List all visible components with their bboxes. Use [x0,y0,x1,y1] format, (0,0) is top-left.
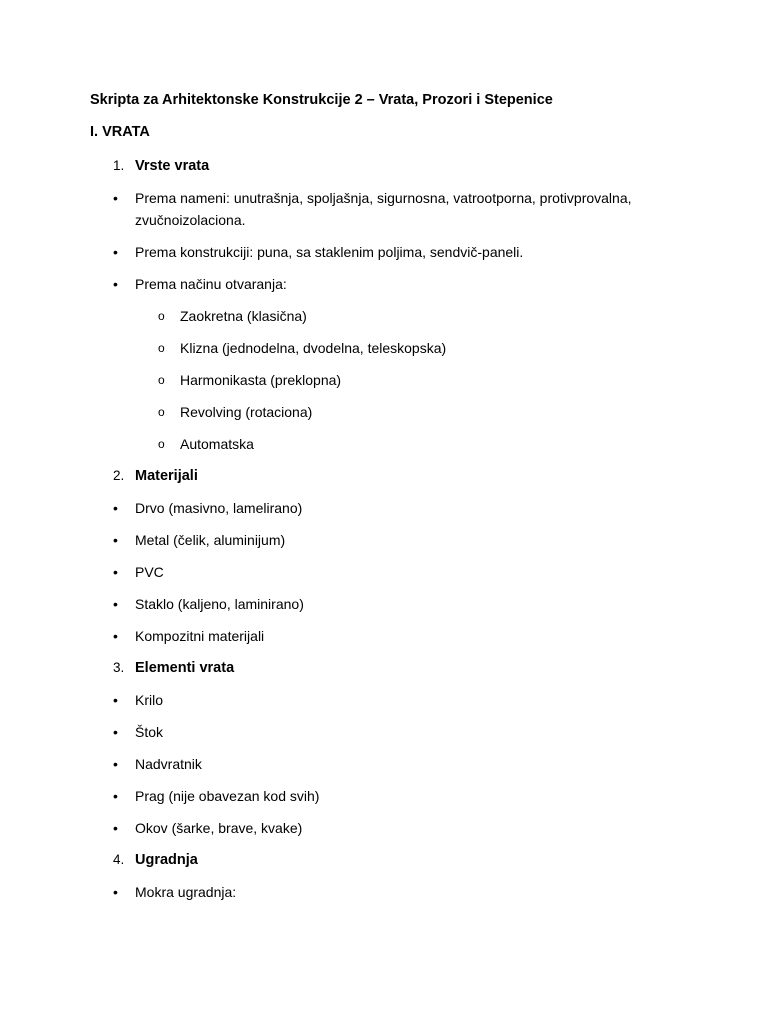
bullet-icon: • [113,884,118,900]
bullet-icon: • [113,190,118,206]
circle-bullet-icon: o [158,437,165,451]
sub-list-item-text: Harmonikasta (preklopna) [180,372,342,388]
sub-list-item-text: Klizna (jednodelna, dvodelna, teleskopska) [180,340,447,356]
list-item-text: Okov (šarke, brave, kvake) [135,820,303,836]
list-item-text: Prema načinu otvaranja: [135,276,287,292]
bullet-icon: • [113,244,118,260]
subsection-heading: Materijali [135,468,198,484]
list-number: 2. [113,468,125,483]
list-item-text: Prema nameni: unutrašnja, spoljašnja, sigurnosna, vatrootporna, protivprovalna, zvučnoizolaciona. [135,190,632,228]
list-item-text: Štok [135,724,164,740]
list-item-text: Kompozitni materijali [135,628,265,644]
document-title: Skripta za Arhitektonske Konstrukcije 2 – Vrata, Prozori i Stepenice [90,92,553,108]
section-heading: I. VRATA [90,124,150,140]
circle-bullet-icon: o [158,341,165,355]
bullet-icon: • [113,532,118,548]
bullet-icon: • [113,756,118,772]
bullet-icon: • [113,276,118,292]
bullet-icon: • [113,788,118,804]
list-item-text: Prema konstrukciji: puna, sa staklenim poljima, sendvič-paneli. [135,244,524,260]
list-item-text: Mokra ugradnja: [135,884,237,900]
bullet-icon: • [113,820,118,836]
subsection-heading: Ugradnja [135,852,198,868]
bullet-icon: • [113,724,118,740]
list-item-text: PVC [135,564,164,580]
list-item-text: Staklo (kaljeno, laminirano) [135,596,304,612]
sub-list-item-text: Revolving (rotaciona) [180,404,313,420]
bullet-icon: • [113,564,118,580]
bullet-icon: • [113,692,118,708]
list-item-text: Metal (čelik, aluminijum) [135,532,286,548]
list-number: 3. [113,660,125,675]
circle-bullet-icon: o [158,309,165,323]
bullet-icon: • [113,628,118,644]
sub-list-item-text: Zaokretna (klasična) [180,308,307,324]
bullet-icon: • [113,596,118,612]
bullet-icon: • [113,500,118,516]
sub-list-item-text: Automatska [180,436,254,452]
list-number: 4. [113,852,125,867]
list-item-text: Krilo [135,692,164,708]
subsection-heading: Elementi vrata [135,660,235,676]
list-item-text: Drvo (masivno, lamelirano) [135,500,303,516]
circle-bullet-icon: o [158,405,165,419]
circle-bullet-icon: o [158,373,165,387]
subsection-heading: Vrste vrata [135,158,210,174]
list-item-text: Nadvratnik [135,756,202,772]
list-number: 1. [113,158,125,173]
list-item-text: Prag (nije obavezan kod svih) [135,788,320,804]
